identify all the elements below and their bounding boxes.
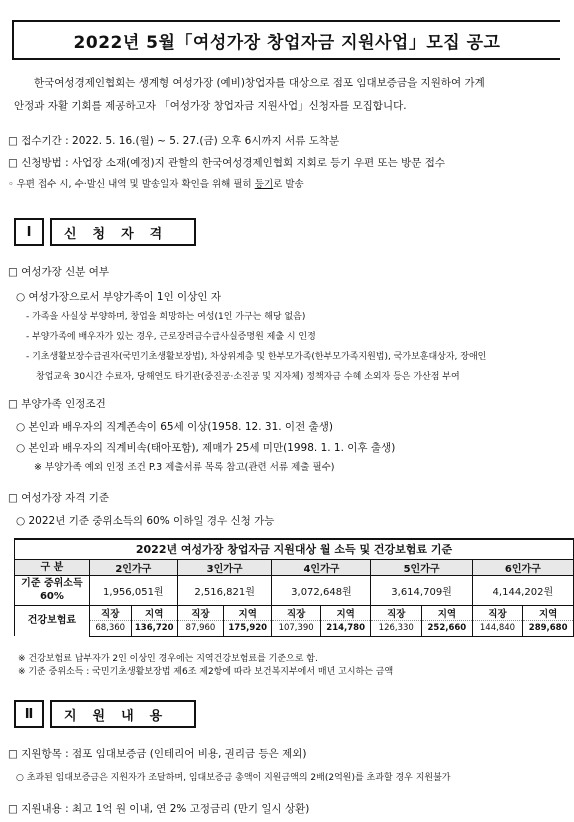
- section2-number: Ⅱ: [14, 700, 44, 728]
- apply-method: □ 신청방법 : 사업장 소재(예정)지 관할의 한국여성경제인협회 지회로 등기 우편 또는 방문 접수: [8, 157, 445, 169]
- intro-line-2: 안정과 자활 기회를 제공하고자 「여성가장 창업자금 지원사업」신청자를 모집합니다.: [14, 100, 407, 112]
- eligibility-bullet-1: - 가족을 사실상 부양하며, 창업을 희망하는 여성(1인 가구는 해당 없음): [26, 312, 306, 322]
- household-2: 2인가구: [89, 559, 177, 575]
- employee-premium-2: 68,360: [89, 620, 131, 636]
- employee-label-5: 직장: [371, 605, 422, 620]
- notice-title: 2022년 5월「여성가장 창업자금 지원사업」모집 공고: [73, 32, 501, 53]
- dependent-condition-2: ○ 본인과 배우자의 직계비속(태아포함), 제매가 25세 미만(1998. 1. 1. 이후 출생): [16, 442, 396, 454]
- household-3: 3인가구: [177, 559, 272, 575]
- dependent-note: ※ 부양가족 예외 인정 조건 P.3 제출서류 목록 참고(관련 서류 제출 필수): [34, 462, 335, 473]
- eligibility-head-2: □ 부양가족 인정조건: [8, 398, 106, 410]
- notice-title-box: [12, 20, 560, 60]
- regional-label-6: 지역: [523, 605, 574, 620]
- income-4: 3,072,648원: [272, 575, 371, 605]
- regional-premium-6: 289,680: [523, 620, 574, 636]
- employee-label-6: 직장: [472, 605, 523, 620]
- regional-label-5: 지역: [422, 605, 473, 620]
- income-6: 4,144,202원: [472, 575, 573, 605]
- employee-label-4: 직장: [272, 605, 320, 620]
- apply-note-prefix: ◦ 우편 접수 시, 수·발신 내역 및 발송일자 확인을 위해 필히: [8, 179, 255, 190]
- apply-note-registered: 등기: [254, 179, 274, 190]
- section1-title: 신청자격: [50, 218, 196, 246]
- section1-number: Ⅰ: [14, 218, 44, 246]
- employee-label-3: 직장: [177, 605, 223, 620]
- household-6: 6인가구: [472, 559, 573, 575]
- insurance-label: 건강보험료: [15, 605, 90, 636]
- eligibility-head-1: □ 여성가장 신분 여부: [8, 266, 110, 278]
- apply-note-suffix: 로 발송: [273, 179, 304, 190]
- table-caption: 2022년 여성가장 창업자금 지원대상 월 소득 및 건강보험료 기준: [15, 539, 574, 559]
- household-4: 4인가구: [272, 559, 371, 575]
- intro-paragraph: [14, 72, 574, 118]
- employee-premium-6: 144,840: [472, 620, 523, 636]
- support-item-note: ○ 초과된 임대보증금은 지원자가 조달하며, 임대보증금 총액이 지원금액의 2배(2억원)를 초과할 경우 지원불가: [16, 773, 451, 783]
- regional-premium-3: 175,920: [224, 620, 272, 636]
- apply-period: □ 접수기간 : 2022. 5. 16.(월) ~ 5. 27.(금) 오후 6시까지 서류 도착분: [8, 135, 340, 147]
- apply-note: [8, 178, 304, 192]
- employee-premium-3: 87,960: [177, 620, 223, 636]
- income-5: 3,614,709원: [371, 575, 472, 605]
- regional-premium-2: 136,720: [131, 620, 177, 636]
- intro-line-1: 한국여성경제인협회는 생계형 여성가장 (예비)창업자를 대상으로 점포 임대보증금을 지원하여 가계: [34, 77, 485, 89]
- income-label: 기준 중위소득 60%: [15, 575, 90, 605]
- household-5: 5인가구: [371, 559, 472, 575]
- table-note-2: ※ 기준 중위소득 : 국민기초생활보장법 제6조 제2항에 따라 보건복지부에서 매년 고시하는 금액: [18, 667, 394, 677]
- employee-premium-5: 126,330: [371, 620, 422, 636]
- eligibility-sub-1: ○ 여성가장으로서 부양가족이 1인 이상인 자: [16, 291, 221, 303]
- table-corner: 구 분: [15, 559, 90, 575]
- table-note-1: ※ 건강보험료 납부자가 2인 이상인 경우에는 지역건강보험료를 기준으로 함.: [18, 654, 318, 664]
- eligibility-bullet-4: 창업교육 30시간 수료자, 당해연도 타기관(중진공·소진공 및 지자체) 정책자금 수혜 소외자 등은 가산점 부여: [36, 372, 460, 382]
- support-item: □ 지원항목 : 점포 임대보증금 (인테리어 비용, 권리금 등은 제외): [8, 748, 307, 760]
- section2-header: [14, 700, 196, 728]
- support-content: □ 지원내용 : 최고 1억 원 이내, 연 2% 고정금리 (만기 일시 상환): [8, 803, 310, 815]
- eligibility-head-3: □ 여성가장 자격 기준: [8, 492, 110, 504]
- eligibility-bullet-3: - 기초생활보장수급권자(국민기초생활보장법), 차상위계층 및 한부모가족(한부모가족지원법), 국가보훈대상자, 장애인: [26, 352, 487, 362]
- regional-label-4: 지역: [320, 605, 371, 620]
- dependent-condition-1: ○ 본인과 배우자의 직계존속이 65세 이상(1958. 12. 31. 이전 출생): [16, 421, 333, 433]
- eligibility-bullet-2: - 부양가족에 배우자가 있는 경우, 근로장려금수급사실증명원 제출 시 인정: [26, 332, 316, 342]
- income-2: 1,956,051원: [89, 575, 177, 605]
- income-3: 2,516,821원: [177, 575, 272, 605]
- income-criteria-table: [14, 538, 574, 637]
- employee-label-2: 직장: [89, 605, 131, 620]
- section2-title: 지원내용: [50, 700, 196, 728]
- employee-premium-4: 107,390: [272, 620, 320, 636]
- regional-premium-4: 214,780: [320, 620, 371, 636]
- regional-label-3: 지역: [224, 605, 272, 620]
- regional-premium-5: 252,660: [422, 620, 473, 636]
- eligibility-criteria: ○ 2022년 기준 중위소득의 60% 이하일 경우 신청 가능: [16, 515, 275, 527]
- section1-header: [14, 218, 196, 246]
- regional-label-2: 지역: [131, 605, 177, 620]
